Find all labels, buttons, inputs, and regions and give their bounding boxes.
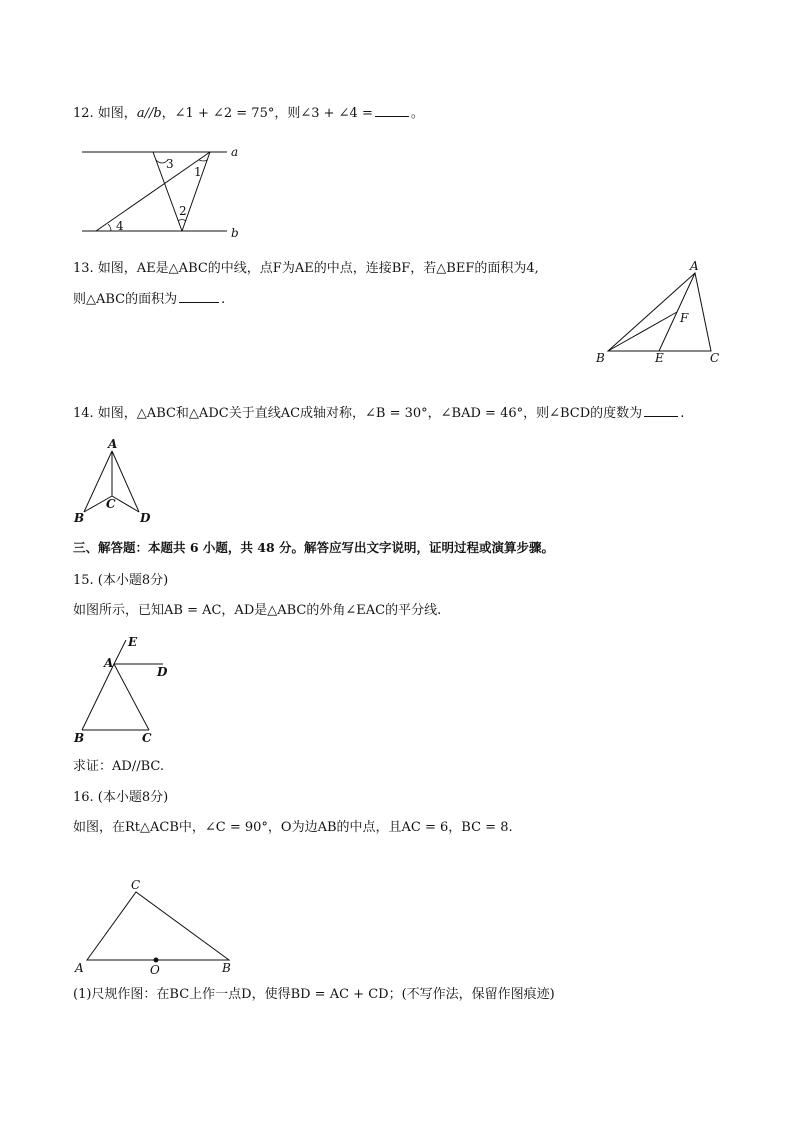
q12-label-1: 1 [194,165,202,179]
q14-label-B: B [74,511,85,525]
q13-end: . [221,292,226,307]
q16-label-A: A [75,961,84,975]
q15-prove: 求证：AD//BC. [73,759,164,774]
q16-label-C: C [131,878,141,892]
q16-label-B: B [222,961,231,975]
q15-label-D: D [157,665,168,679]
q15-label-A: A [104,656,114,670]
q12-label-a: a [231,145,239,159]
q13-label-C: C [710,351,720,365]
q14-body: 14. 如图，△ABC和△ADC关于直线AC成轴对称，∠B = 30°，∠BAD = 46°，则∠BCD的度数为 [73,406,643,421]
q13-label-B: B [596,351,605,365]
q12-label-4: 4 [116,219,124,233]
q16-part1: (1)尺规作图：在BC上作一点D，使得BD = AC + CD；(不写作法，保留作图痕迹) [73,987,555,1002]
q16-header: 16. (本小题8分) [73,790,169,805]
q14-label-D: D [140,511,151,525]
q12-end: 。 [410,106,424,121]
q14-end: . [680,406,685,421]
q12-prefix: 12. 如图， [73,106,137,121]
q12-parallel: a//b [136,106,162,121]
q15-label-E: E [128,635,138,649]
q15-label-B: B [74,731,85,745]
q13-line2-text: 则△ABC的面积为 [73,292,178,307]
q16-line1: 如图，在Rt△ACB中，∠C = 90°，O为边AB的中点，且AC = 6，BC = 8. [73,820,513,835]
q16-label-O: O [150,963,160,977]
q14-label-C: C [106,497,116,511]
q16-triangle-acb [87,892,229,960]
q14-label-A: A [108,437,118,451]
q12-label-2: 2 [179,204,187,218]
q13-line1: 13. 如图，AE是△ABC的中线，点F为AE的中点，连接BF，若△BEF的面积为4, [73,261,539,276]
q13-label-E: E [655,351,664,365]
section3-heading: 三、解答题：本题共 6 小题，共 48 分。解答应写出文字说明，证明过程或演算步骤。 [73,540,555,555]
q12-condition: ，∠1 + ∠2 = 75°，则∠3 + ∠4 = [161,106,373,121]
q15-label-C: C [142,731,152,745]
q13-label-A: A [690,259,699,273]
q16-point-o [154,958,159,963]
q13-label-F: F [680,311,689,325]
q15-header: 15. (本小题8分) [73,573,169,588]
q12-label-b: b [231,226,239,240]
q12-label-3: 3 [166,157,174,171]
q15-line1: 如图所示，已知AB = AC，AD是△ABC的外角∠EAC的平分线. [73,603,442,618]
